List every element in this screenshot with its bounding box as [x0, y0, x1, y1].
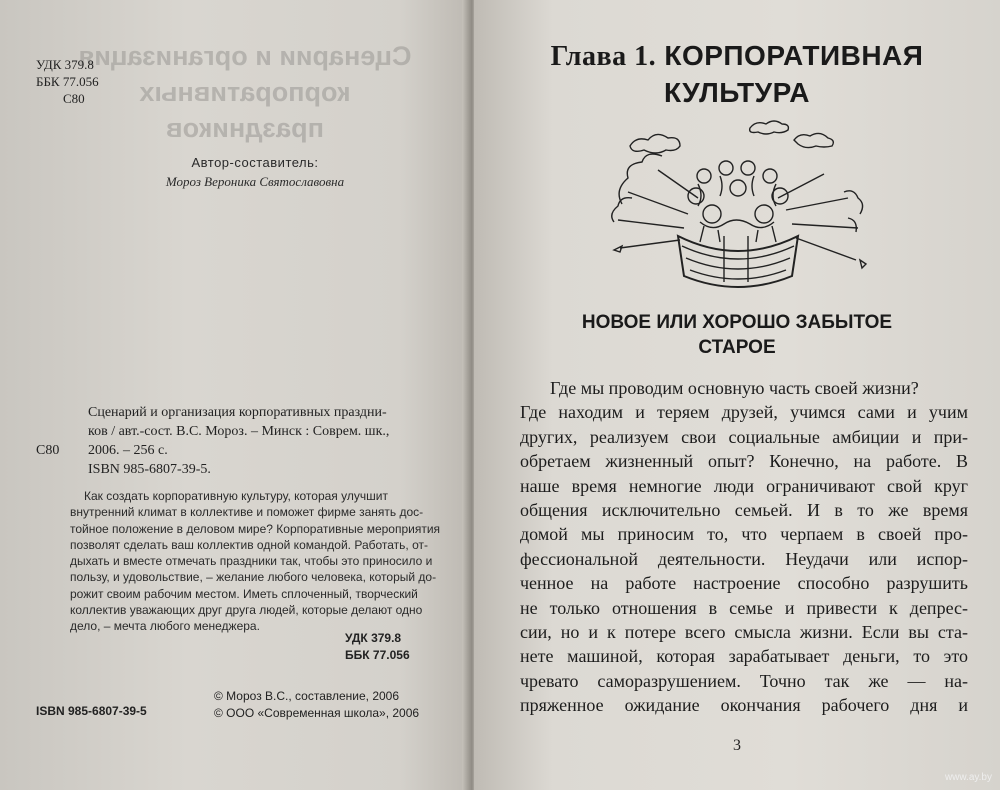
- mirror-ghost-text: [40, 38, 450, 146]
- classification-codes-bottom: [345, 630, 410, 664]
- chapter-title-line: КОРПОРАТИВНАЯ: [664, 40, 924, 71]
- section-title-line: НОВОЕ ИЛИ ХОРОШО ЗАБЫТОЕ: [581, 312, 893, 333]
- body-line: пряженное ожидание окончания рабочего дня и: [520, 695, 968, 716]
- udk-code: УДК 379.8: [36, 57, 94, 72]
- body-text: [520, 376, 968, 718]
- annotation-line: дыхать и вместе отмечать праздники так, чтобы это приносило и: [70, 554, 433, 569]
- body-line: чревато саморазрушением. Точно так же — на-: [520, 670, 968, 691]
- annotation-line: тойное положение в деловом мире? Корпоративные мероприятия: [70, 521, 441, 536]
- body-line: наше время немногие люди ограничивают свой круг: [520, 475, 968, 496]
- body-line: не только отношения в семье и привести к депрес-: [520, 597, 968, 618]
- annotation-line: Как создать корпоративную культуру, которая улучшит: [84, 489, 388, 503]
- bib-line: ков / авт.-сост. В.С. Мороз. – Минск : Соврем. шк.,: [88, 424, 390, 439]
- bibliographic-record: [36, 403, 446, 479]
- copyright: [214, 688, 419, 722]
- chapter-heading: [474, 38, 1000, 111]
- bib-author-mark: С80: [36, 443, 60, 458]
- udk-code: УДК 379.8: [345, 631, 402, 645]
- classification-codes-top: [36, 56, 99, 107]
- copyright-line: © Мороз В.С., составление, 2006: [214, 689, 400, 703]
- bib-line: ISBN 985-6807-39-5.: [88, 462, 211, 477]
- left-page: [0, 0, 470, 790]
- body-line: обретаем жизненный опыт? Конечно, на работе. В: [520, 451, 968, 472]
- body-line: Где мы проводим основную часть своей жизни?: [550, 378, 919, 398]
- body-line: общения исключительно семьей. И в то же время: [520, 500, 968, 521]
- ghost-line: праздников: [166, 113, 324, 143]
- section-heading: [474, 310, 1000, 360]
- chapter-prefix: Глава 1.: [550, 41, 657, 72]
- annotation-line: внутренний климат в коллективе и поможет фирме занять дос-: [70, 505, 424, 520]
- annotation: [70, 488, 445, 635]
- chapter-title-line: КУЛЬТУРА: [663, 77, 811, 108]
- ghost-line: Сценарии и организация: [78, 41, 412, 71]
- body-line: Где находим и теряем друзей, учимся сами и учим: [520, 402, 968, 423]
- author-name: Мороз Вероника Святославовна: [165, 174, 345, 189]
- body-line: ченное на работе настроение способно разрушить: [520, 573, 968, 594]
- watermark: www.ay.by: [944, 772, 992, 783]
- body-line: сии, но и к потере всего смысла жизни. Если вы ста-: [520, 622, 968, 643]
- author-label: Автор-составитель:: [191, 155, 319, 170]
- copyright-line: © ООО «Современная школа», 2006: [214, 706, 420, 720]
- annotation-line: коллектив уважающих друг друга людей, которые делают одно: [70, 603, 423, 618]
- body-line: фессиональной деятельности. Неудачи или испор-: [520, 548, 968, 569]
- bib-line: Сценарий и организация корпоративных праздни-: [88, 405, 387, 420]
- ghost-line: корпоративных: [139, 77, 351, 107]
- bib-line: 2006. – 256 с.: [88, 443, 168, 458]
- author-mark: С80: [63, 91, 85, 106]
- isbn: ISBN 985-6807-39-5: [36, 704, 147, 718]
- body-line: других, реализуем свои социальные амбиции и при-: [520, 426, 968, 447]
- body-line: домой мы приносим то, что черпаем в своей про-: [520, 524, 968, 545]
- section-title-line: СТАРОЕ: [698, 337, 776, 358]
- body-line: нете машиной, которая зарабатывает деньги, то это: [520, 646, 968, 667]
- page-number: 3: [733, 737, 741, 754]
- annotation-line: дело, – мечта любого менеджера.: [70, 619, 260, 634]
- annotation-line: рожит своим рабочим местом. Иметь сплоченный, творческий: [70, 586, 418, 601]
- bbk-code: ББК 77.056: [36, 74, 99, 89]
- bbk-code: ББК 77.056: [345, 648, 410, 662]
- rowing-boat-illustration: [608, 118, 868, 296]
- annotation-line: позволят сделать ваш коллектив одной командой. Работать, от-: [70, 537, 428, 552]
- annotation-line: пользу, и удовольствие, – желание любого человека, который до-: [70, 570, 437, 585]
